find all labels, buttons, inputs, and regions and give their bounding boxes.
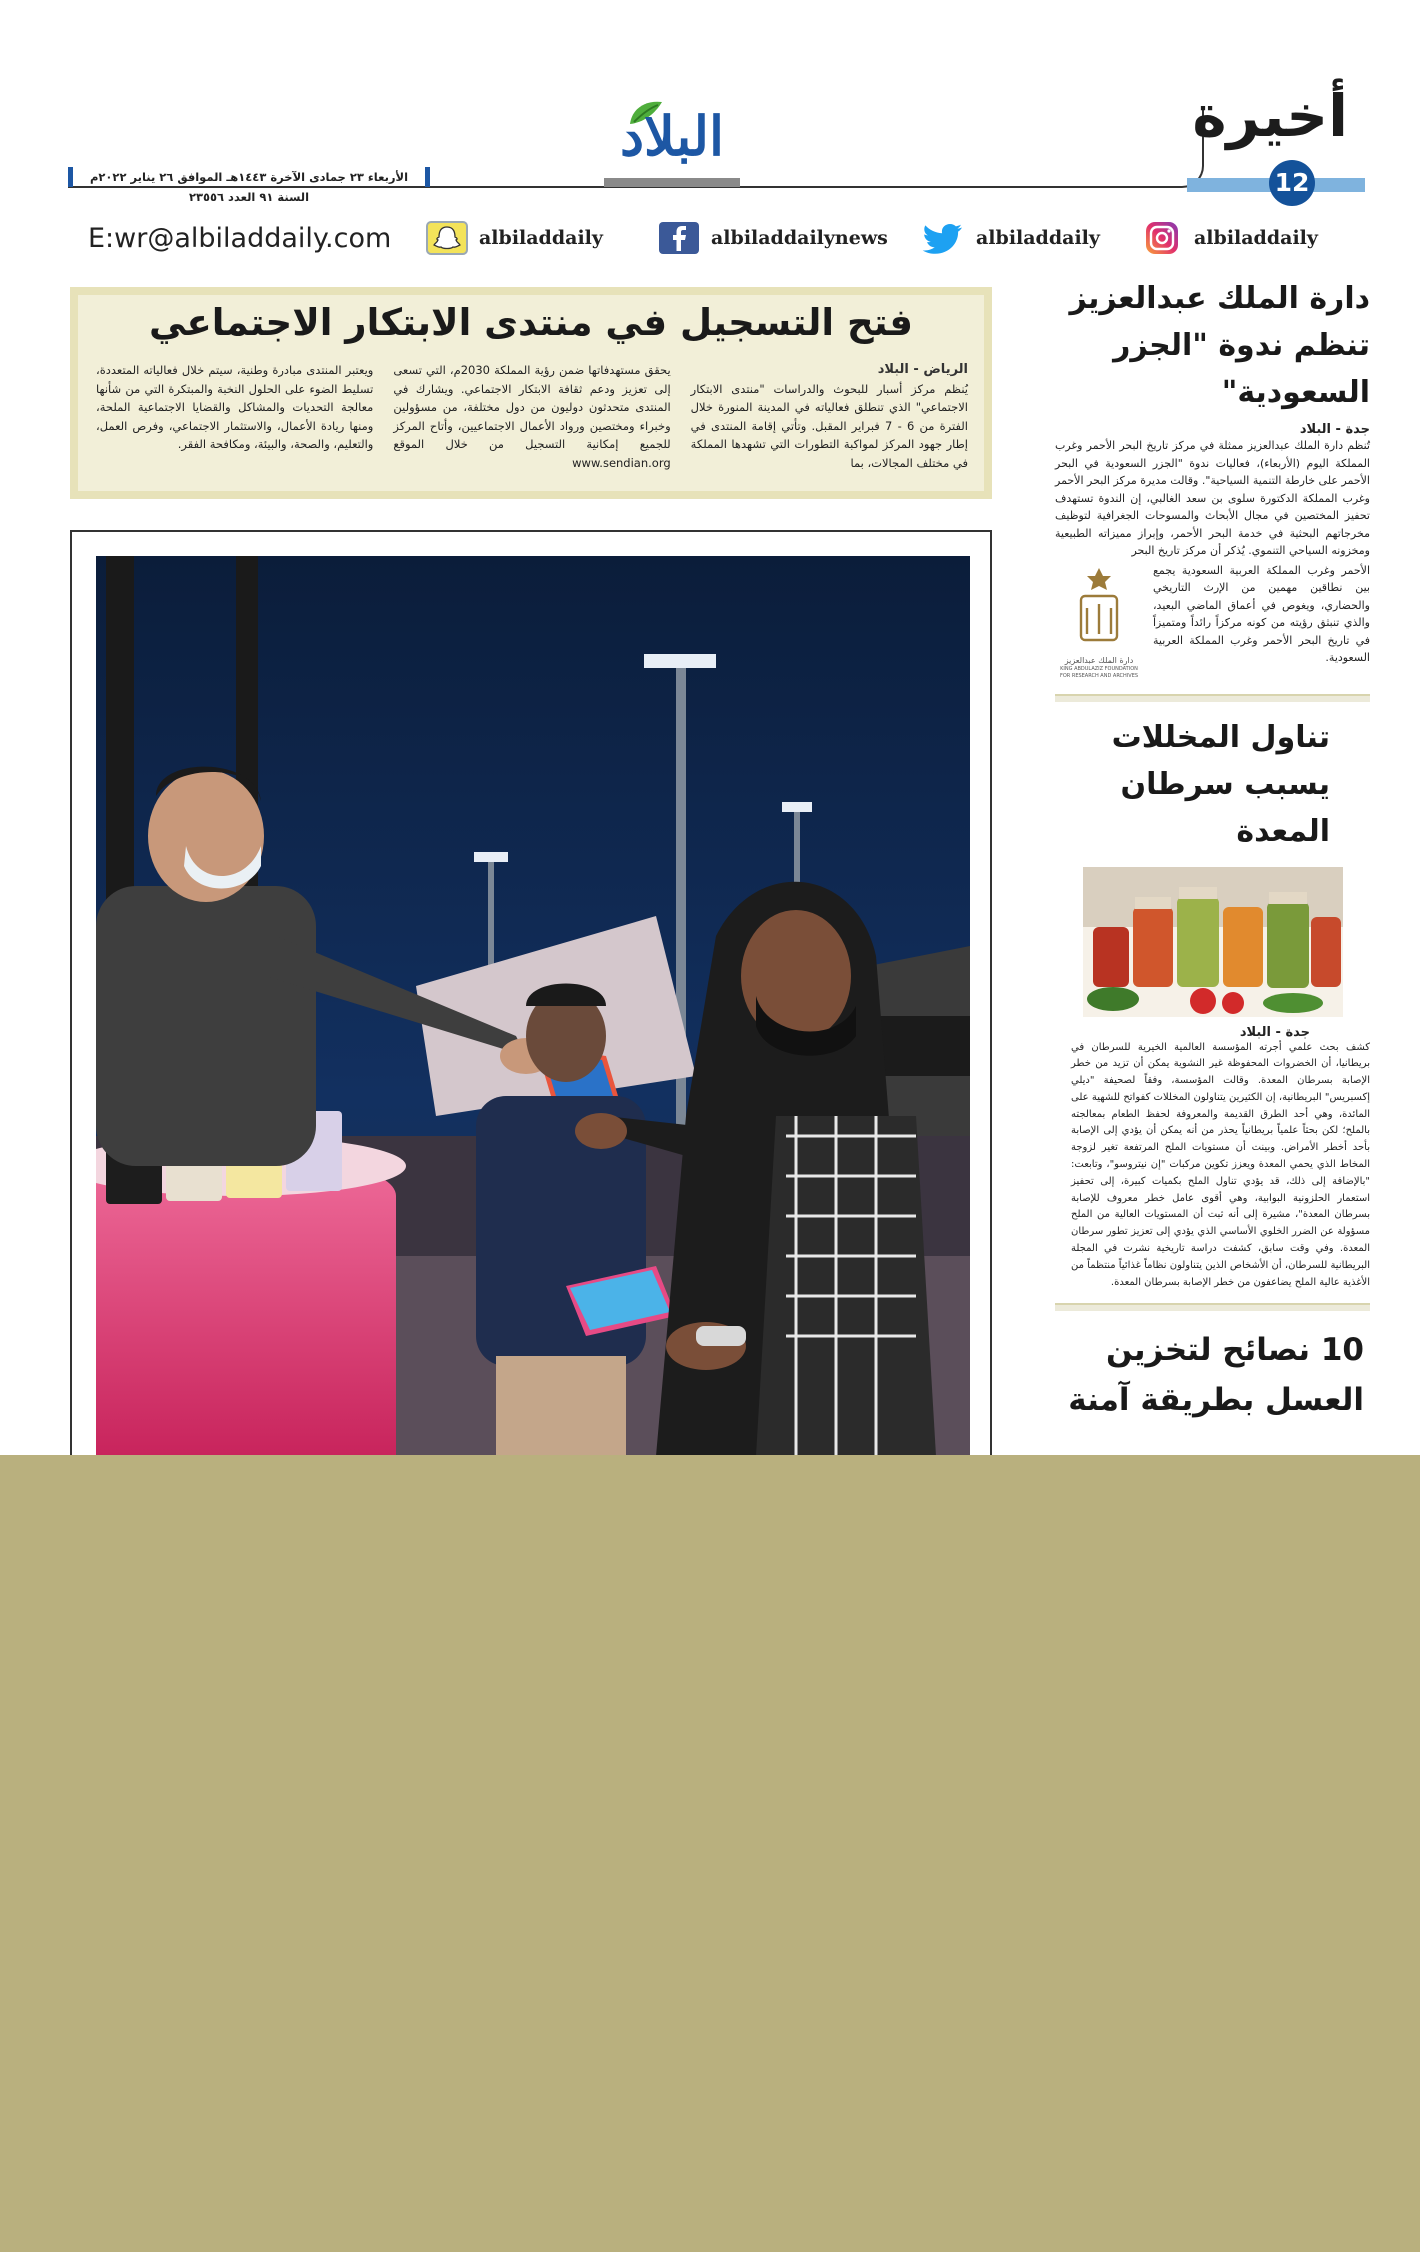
- snapchat-handle: albiladdaily: [479, 227, 603, 249]
- newspaper-logo[interactable]: [602, 96, 742, 186]
- article-honey-headline[interactable]: 10 نصائح لتخزين العسل بطريقة آمنة: [1068, 1332, 1364, 1419]
- lead-byline: الرياض - البلاد: [877, 362, 968, 377]
- lead-photo[interactable]: [96, 556, 970, 1455]
- page-background-fill: [0, 1455, 1420, 2252]
- facebook-handle: albiladdailynews: [711, 227, 888, 249]
- lead-article-columns: [96, 361, 968, 472]
- logo-text: البلاد: [619, 104, 725, 168]
- lead-photo-frame: [70, 530, 992, 1455]
- article-pickles-headline[interactable]: تناول المخللات يسبب سرطان المعدة: [1111, 719, 1330, 849]
- right-column: [1055, 275, 1370, 1425]
- twitter-icon: [922, 221, 966, 255]
- emblem-caption-en: KING ABDULAZIZ FOUNDATION FOR RESEARCH AND ARCHIVES: [1059, 665, 1139, 679]
- pickles-photo[interactable]: [1083, 867, 1343, 1017]
- article-darah-headline[interactable]: دارة الملك عبدالعزيز تنظم ندوة "الجزر السعودية": [1069, 281, 1370, 410]
- lead-column-3: ويعتبر المنتدى مبادرة وطنية، سيتم خلال فعالياته المتعددة، تسليط الضوء على الحلول النخبة والمبتكرة التي من شأنها معالجة التحديات والمشاكل والقضايا الاجتماعية الملحة، ومنها ريادة الأعمال، والاستثمار الاجتماعي، وفرص العمل، والتعليم، والصحة، والبيئة، ومكافحة الفقر.: [96, 363, 374, 451]
- email-contact[interactable]: [88, 216, 391, 260]
- lead-column-1-text: يُنظم مركز أسبار للبحوث والدراسات "منتدى الابتكار الاجتماعي" الذي تنطلق فعالياته في المدينة المنورة خلال الفترة من 6 - 7 فبراير المقبل. وتأتي إقامة المنتدى في إطار جهود المركز لمواكبة التطورات التي تشهدها المملكة في مختلف المجالات، بما: [690, 381, 968, 470]
- article-darah-body: تُنظم دارة الملك عبدالعزيز ممثلة في مركز تاريخ البحر الأحمر وغرب المملكة اليوم (الأربعاء)، فعاليات ندوة "الجزر السعودية في البحر الأحمر على خارطة التنمية السياحية". وقالت مديرة مركز البحر الأحمر وغرب المملكة الدكتورة سلوى بن سعد الغالبي، إن الندوة تستهدف تحفيز المختصين في مجال الأبحاث والمسوحات الجغرافية لتوظيف مخرجاتهم البحثية في خدمة البحر الأحمر، وإبراز مميزاته الطبيعية ومخزونه السياحي التنموي. يُذكر أن مركز تاريخ البحر: [1055, 439, 1370, 557]
- instagram-icon: [1140, 221, 1184, 255]
- article-pickles: [1055, 714, 1370, 1292]
- instagram-link[interactable]: [1140, 216, 1318, 260]
- page-number: 12: [1269, 160, 1315, 206]
- instagram-handle: albiladdaily: [1194, 227, 1318, 249]
- column-separator: [1055, 694, 1370, 702]
- snapchat-icon: [425, 221, 469, 255]
- logo-underbar: [604, 178, 740, 187]
- column-separator-2: [1055, 1303, 1370, 1311]
- facebook-icon: [657, 221, 701, 255]
- facebook-link[interactable]: [657, 216, 888, 260]
- lead-column-1: [691, 361, 968, 472]
- article-darah: [1055, 275, 1370, 680]
- social-strip: [80, 216, 1360, 260]
- issue-date-line: الأربعاء ٢٣ جمادى الآخرة ١٤٤٣هـ الموافق ٢٦ يناير ٢٠٢٢م السنة ٩١ العدد ٢٣٥٥٦: [68, 167, 430, 187]
- page-section-label: أخيرة: [1192, 82, 1348, 150]
- article-darah-lower: [1055, 562, 1370, 680]
- lead-column-2: يحقق مستهدفاتها ضمن رؤية المملكة 2030م، التي تسعى إلى تعزيز ودعم ثقافة الابتكار الاجتماعي. ويشارك في المنتدى متحدثون دوليون من دول مختلفة، من مسؤولين وخبراء ومختصين ورواد الأعمال الاجتماعيين، وأتاح المركز للجميع إمكانية التسجيل من خلال الموقع www.sendian.org: [393, 363, 671, 470]
- article-darah-byline: جدة - البلاد: [1299, 422, 1370, 437]
- article-pickles-body: كشف بحث علمي أجرته المؤسسة العالمية الخيرية للسرطان في بريطانيا، أن الخضروات المحفوظة غير النشوية يمكن أن تزيد من خطر الإصابة بسرطان المعدة. وقالت المؤسسة، وفقاً لصحيفة "ديلي إكسبريس" البريطانية، إن الكثيرين يتناولون المخللات كفواتح للشهية على المائدة، وهي أحد الطرق القديمة والمعروفة لحفظ الطعام بمعالجته بالملح؛ لكن بحثاً علمياً بريطانياً يحذر من أنه يمكن أن يؤدي إلى الإصابة بأحد أخطر الأمراض. وبينت أن مستويات الملح المرتفعة تغير لزوجة المخاط الذي يحمي المعدة ويعزز تكوين مركبات "إن نيتروسو"، وتابعت: "بالإضافة إلى ذلك، قد يؤدي تناول الملح بكميات كبيرة، إلى تحفيز استعمار الحلزونية البوابية، وهي أقوى عامل خطر معروف للإصابة بسرطان المعدة"، مشيرة إلى أنه ثبت أن المستويات العالية من الملح مسؤولة عن الضرر الخلوي الأساسي الذي يؤدي إلى تعزيز تطور سرطان المعدة. وفي وقت سابق، كشفت دراسة تاريخية نشرت في المجلة البريطانية للسرطان، أن الأشخاص الذين يتناولون نظاماً غذائياً منتظماً من الأغذية عالية الملح يضاعفون من خطر الإصابة بسرطان المعدة.: [1071, 1041, 1370, 1288]
- twitter-handle: albiladdaily: [976, 227, 1100, 249]
- darah-emblem: [1055, 562, 1143, 680]
- darah-emblem-icon: [1059, 562, 1139, 670]
- lead-article: [70, 287, 992, 499]
- article-pickles-byline: جدة - البلاد: [1239, 1024, 1310, 1040]
- snapchat-link[interactable]: [425, 216, 603, 260]
- emblem-caption-ar: دارة الملك عبدالعزيز: [1064, 655, 1134, 665]
- article-darah-body-2: الأحمر وغرب المملكة العربية السعودية يجمع بين نطاقين مهمين من الإرث التاريخي والحضاري، ويغوص في أعماق الماضي البعيد، والذي تنبثق رؤيته من كونه مركزاً رائداً ومتميزاً في تاريخ البحر الأحمر وغرب المملكة العربية السعودية.: [1153, 563, 1370, 664]
- email-address: E:wr@albiladdaily.com: [88, 222, 392, 254]
- twitter-link[interactable]: [922, 216, 1100, 260]
- lead-headline[interactable]: فتح التسجيل في منتدى الابتكار الاجتماعي: [149, 301, 913, 344]
- article-honey: [1055, 1325, 1370, 1425]
